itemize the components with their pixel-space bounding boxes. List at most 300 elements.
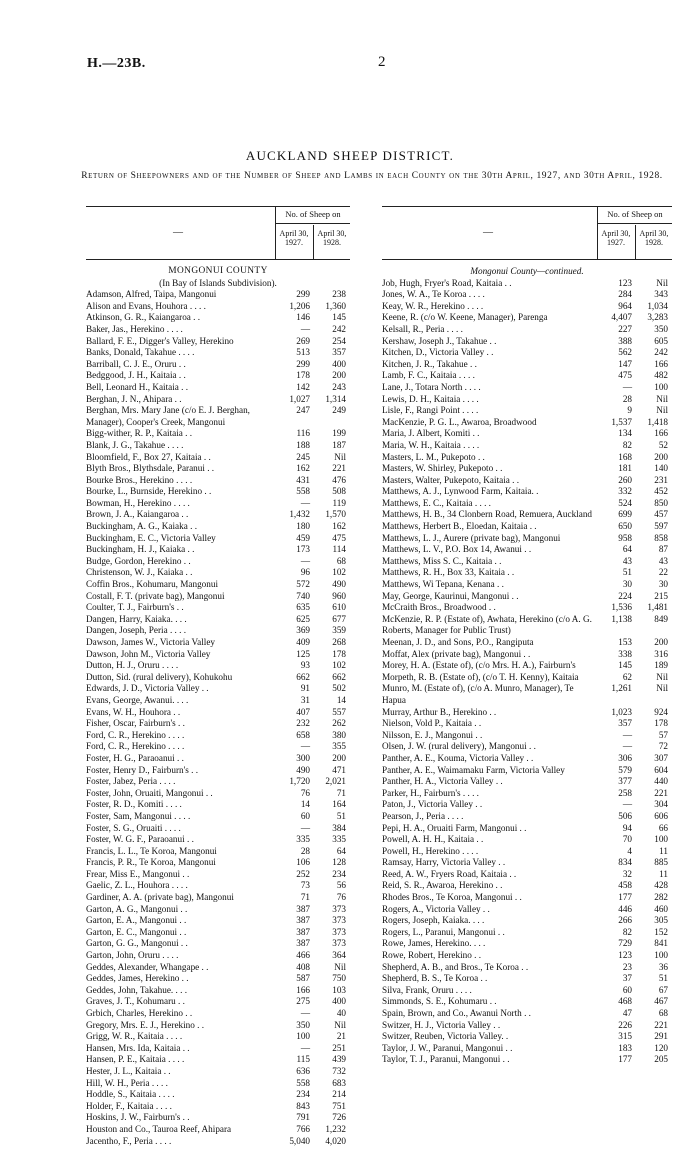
table-row [86, 289, 350, 301]
sheep-1927-value: 1,537 [611, 416, 632, 427]
table-row [382, 533, 672, 545]
sheep-1927-value: 558 [296, 486, 310, 497]
sheep-1928-value: Nil [656, 683, 668, 694]
owner-name: Matthews, A. J., Lynwood Farm, Kaitaia. . [382, 486, 539, 497]
left-table-body [86, 260, 350, 1147]
sheep-1927-value: 64 [622, 544, 632, 555]
owner-name: Panther, A. E., Kouma, Victoria Valley . . [382, 752, 534, 763]
owner-name: Foster, W. G. F., Paraoanui . . [86, 834, 194, 845]
table-row [382, 776, 672, 788]
table-row [86, 370, 350, 382]
owner-name: Buckingham, A. G., Kaiaka . . [86, 521, 197, 532]
sheep-1928-value: 1,314 [325, 393, 346, 404]
sheep-1928-value: 502 [332, 683, 346, 694]
sheep-1928-value: 343 [654, 289, 668, 300]
owner-name: Graves, J. T., Kohumaru . . [86, 996, 185, 1007]
sheep-1927-value: 431 [296, 474, 310, 485]
sheep-1928-value: 457 [654, 509, 668, 520]
sheep-1927-value: 5,040 [289, 1135, 310, 1146]
sheep-1928-value: 43 [658, 555, 668, 566]
owner-name: Rowe, James, Herekino. . . . [382, 938, 486, 949]
sheep-1928-value: 128 [332, 857, 346, 868]
owner-name: Geddes, Alexander, Whangape . . [86, 961, 209, 972]
table-row [382, 521, 672, 533]
sheep-1927-value: 82 [622, 439, 632, 450]
table-row [382, 556, 672, 568]
owner-name: Panther, H. A., Victoria Valley . . [382, 776, 503, 787]
table-row [382, 463, 672, 475]
sheep-1927-value: 4 [627, 845, 632, 856]
sheep-1927-value: 377 [618, 776, 632, 787]
owner-name: Taylor, J. W., Paranui, Mangonui . . [382, 1042, 513, 1053]
sheep-1928-value: 72 [658, 741, 668, 752]
sheep-1927-value: 224 [618, 590, 632, 601]
owner-name: Bourke, L., Burnside, Herekino . . [86, 486, 212, 497]
table-row [382, 788, 672, 800]
owner-name: Powell, H., Herekino . . . . [382, 845, 479, 856]
table-row [86, 799, 350, 811]
page-title: AUCKLAND SHEEP DISTRICT. [245, 148, 455, 163]
owner-name: Masters, L. M., Pukepoto . . [382, 451, 485, 462]
table-row [382, 452, 672, 464]
table-row [86, 707, 350, 719]
table-row [86, 336, 350, 348]
name-column-header: — [173, 227, 183, 238]
sheep-1927-value: 729 [618, 938, 632, 949]
sheep-1928-value: 166 [654, 428, 668, 439]
owner-name: Pepi, H. A., Oruaiti Farm, Mangonui . . [382, 822, 527, 833]
sheep-1927-value: 31 [300, 694, 310, 705]
table-row [382, 950, 672, 962]
owner-name: Lane, J., Totara North . . . . [382, 381, 481, 392]
sheep-1927-value: 94 [622, 822, 632, 833]
owner-name: Grbich, Charles, Herekino . . [86, 1008, 193, 1018]
sheep-1928-value: 373 [332, 926, 346, 937]
sheep-1928-value: 304 [654, 799, 668, 810]
table-row [86, 927, 350, 939]
sheep-1927-value: 73 [300, 880, 310, 891]
table-row [382, 614, 672, 637]
table-row [86, 753, 350, 765]
sheep-1928-value: 268 [332, 637, 346, 647]
sheep-1928-value: 476 [332, 474, 346, 485]
owner-name: Evans, W. H., Houhora . . [86, 706, 181, 717]
sheep-1927-value: 964 [618, 300, 632, 311]
sheep-1928-value: 51 [336, 810, 346, 821]
table-row [86, 660, 350, 672]
table-row [382, 347, 672, 359]
sheep-1927-value: 4,407 [611, 312, 632, 323]
sheep-1928-value: 467 [654, 996, 668, 1007]
table-row [86, 556, 350, 568]
table-row [382, 649, 672, 661]
owner-name: Banks, Donald, Takahue . . . . [86, 347, 195, 358]
owner-name: Budge, Gordon, Herekino . . [86, 555, 191, 566]
sheep-1927-value: 315 [618, 1031, 632, 1042]
owner-name: Hoskins, J. W., Fairburn's . . [86, 1112, 190, 1123]
sheep-1927-value: 123 [618, 277, 632, 288]
owner-name: Buckingham, E. C., Victoria Valley [86, 532, 216, 543]
table-row [382, 278, 672, 290]
table-row [382, 301, 672, 313]
sheep-1927-value: 387 [296, 926, 310, 937]
table-row [382, 405, 672, 417]
sheep-1928-value: 1,360 [325, 300, 346, 311]
sheep-1927-value: 252 [296, 868, 310, 879]
sheep-1928-value: 557 [332, 706, 346, 717]
sheep-1928-value: 242 [654, 347, 668, 358]
table-row [382, 927, 672, 939]
sheep-1928-value: 364 [332, 950, 346, 961]
sheep-1928-value: 357 [332, 347, 346, 358]
owner-name: Kelsall, R., Peria . . . . [382, 323, 463, 334]
sheep-1928-value: 4,020 [325, 1135, 346, 1146]
sheep-1928-value: 68 [336, 555, 346, 566]
sheep-1927-value: 14 [300, 799, 310, 810]
sheep-1927-value: 245 [296, 451, 310, 462]
sheep-1928-value: 145 [332, 312, 346, 323]
table-row [382, 1031, 672, 1043]
sheep-1928-value: 11 [659, 845, 668, 856]
owner-name: Foster, Jabez, Peria . . . . [86, 776, 176, 787]
owner-name: Buckingham, H. J., Kaiaka . . [86, 544, 195, 555]
sheep-1928-value: 1,570 [325, 509, 346, 520]
sheep-1927-value: 458 [618, 880, 632, 891]
owner-name: Morpeth, R. B. (Estate of), (c/o T. H. Kenny), Kaitaia [382, 671, 579, 682]
owner-name: Bowman, H., Herekino . . . . [86, 497, 190, 508]
table-row [86, 718, 350, 730]
owner-name: May, George, Kaurinui, Mangonui . . [382, 590, 519, 601]
sheep-1928-value: 335 [332, 834, 346, 845]
sheep-1927-value: 332 [618, 486, 632, 497]
sheep-1927-value: 62 [622, 671, 632, 682]
sheep-1928-value: 200 [332, 752, 346, 763]
sheep-1928-value: 439 [332, 1054, 346, 1065]
table-row [382, 591, 672, 603]
sheep-1928-value: 750 [332, 973, 346, 984]
sheep-1928-value: 56 [336, 880, 346, 891]
sheep-1927-value: 1,536 [611, 602, 632, 613]
owner-name: Silva, Frank, Oruru . . . . [382, 984, 472, 995]
sheep-1927-value: 636 [296, 1065, 310, 1076]
owner-name: Matthews, Wi Tepana, Kenana . . [382, 579, 504, 590]
table-row [86, 741, 350, 753]
owner-name: Reed, A. W., Fryers Road, Kaitaia . . [382, 868, 517, 879]
owner-name: Parker, H., Fairburn's . . . . [382, 787, 479, 798]
sheep-1927-value: 178 [296, 370, 310, 381]
sheep-1927-value: 93 [300, 660, 310, 671]
table-row [382, 996, 672, 1008]
sheep-1928-value: 307 [654, 752, 668, 763]
sheep-1927-value: 60 [622, 984, 632, 995]
table-row [86, 915, 350, 927]
table-row [382, 985, 672, 997]
sheep-1927-value: 227 [618, 323, 632, 334]
sheep-1927-value: 70 [622, 834, 632, 845]
sheep-1927-value: 100 [296, 1031, 310, 1042]
table-row [86, 359, 350, 371]
table-row [382, 359, 672, 371]
sheep-1928-value: 305 [654, 915, 668, 926]
table-row [86, 1101, 350, 1113]
owner-name: Olsen, J. W. (rural delivery), Mangonui . . [382, 741, 536, 752]
table-row [86, 405, 350, 428]
owner-name: Holder, F., Kaitaia . . . . [86, 1100, 172, 1111]
table-row [86, 1078, 350, 1090]
owner-name: Adamson, Alfred, Taipa, Mangonui [86, 289, 217, 300]
owner-name: Matthews, L. J., Aurere (private bag), Mangonui [382, 532, 561, 543]
sheep-1927-value: 134 [618, 428, 632, 439]
sheep-1928-value: 162 [332, 521, 346, 532]
page-subtitle: Return of Sheepowners and of the Number of Sheep and Lambs in each County on the 30th April, 1927, and 30th April, 1928. [81, 171, 663, 181]
sheep-1927-value: 116 [296, 428, 310, 439]
table-row [86, 591, 350, 603]
owner-name: Foster, Henry D., Fairburn's . . [86, 764, 199, 775]
sheep-1927-value: 260 [618, 474, 632, 485]
owner-name: Munro, M. (Estate of), (c/o A. Munro, Manager), Te Hapua [382, 683, 574, 705]
sheep-1927-value: 475 [618, 370, 632, 381]
sheep-1928-value: 610 [332, 602, 346, 613]
owner-name: Lewis, D. H., Kaitaia . . . . [382, 393, 479, 404]
sheep-1927-value: 587 [296, 973, 310, 984]
table-row [382, 428, 672, 440]
sheep-1927-value: 468 [618, 996, 632, 1007]
owner-name: Shepherd, A. B., and Bros., Te Koroa . . [382, 961, 529, 972]
table-row [382, 880, 672, 892]
owner-name: Dangen, Harry, Kaiaka. . . . [86, 613, 187, 624]
sheep-1928-value: 164 [332, 799, 346, 810]
table-row [382, 370, 672, 382]
sheep-1927-value: — [300, 555, 310, 566]
table-row [382, 1020, 672, 1032]
owner-name: Ballard, F. E., Digger's Valley, Herekino [86, 335, 234, 346]
owner-name: Alison and Evans, Houhora . . . . [86, 300, 206, 311]
owner-name: Francis, L. L., Te Koroa, Mangonui [86, 845, 217, 856]
sheep-1928-value: 87 [658, 544, 668, 555]
sheep-1928-value: 262 [332, 718, 346, 729]
sheep-1928-value: 683 [332, 1077, 346, 1088]
owner-name: Houston and Co., Tauroa Reef, Ahipara [86, 1123, 232, 1134]
sheep-1928-value: 221 [332, 463, 346, 474]
owner-name: Nielson, Vold P., Kaitaia . . [382, 718, 482, 729]
owner-name: Frear, Miss E., Mangonui . . [86, 868, 190, 879]
sheep-1928-value: 350 [654, 323, 668, 334]
sheep-1928-value: 152 [654, 926, 668, 937]
owner-name: Dutton, H. J., Oruru . . . . [86, 660, 179, 671]
table-row [86, 1089, 350, 1101]
sheep-1927-value: 106 [296, 857, 310, 868]
table-row [382, 869, 672, 881]
sheep-1927-value: 1,261 [611, 683, 632, 694]
sheep-1928-value: 662 [332, 671, 346, 682]
sheep-1928-value: 120 [654, 1042, 668, 1053]
right-table-header [382, 206, 672, 260]
table-row [382, 602, 672, 614]
sheep-1927-value: 177 [618, 1054, 632, 1065]
sheep-1927-value: 173 [296, 544, 310, 555]
owner-name: Garton, A. G., Mangonui . . [86, 903, 188, 914]
sheep-1927-value: 843 [296, 1100, 310, 1111]
sheep-1928-value: 100 [654, 381, 668, 392]
table-row [382, 312, 672, 324]
sheep-1927-value: 490 [296, 764, 310, 775]
table-row [86, 1112, 350, 1124]
sheep-1928-value: 605 [654, 335, 668, 346]
table-row [86, 1008, 350, 1020]
sheep-1928-value: 76 [336, 892, 346, 903]
sheep-1927-value: 579 [618, 764, 632, 775]
sheep-1928-value: 475 [332, 532, 346, 543]
sheep-1928-value: 3,283 [647, 312, 668, 323]
owner-name: Matthews, R. H., Box 33, Kaitaia . . [382, 567, 515, 578]
table-row [86, 962, 350, 974]
sheep-1927-value: 115 [296, 1054, 310, 1065]
sheep-1928-value: 166 [654, 358, 668, 369]
owner-name: Kershaw, Joseph J., Takahue . . [382, 335, 497, 346]
sheep-1927-value: 650 [618, 521, 632, 532]
year-1928-header: April 30, 1928. [317, 229, 347, 247]
table-row [86, 475, 350, 487]
sheep-1928-value: 460 [654, 903, 668, 914]
table-row [382, 718, 672, 730]
owner-name: Rogers, A., Victoria Valley . . [382, 903, 490, 914]
owner-name: Simmonds, S. E., Kohumaru . . [382, 996, 497, 1007]
sheep-1928-value: 316 [654, 648, 668, 659]
sheep-1928-value: 114 [332, 544, 346, 555]
owner-name: Masters, W. Shirley, Pukepoto . . [382, 463, 503, 474]
sheep-1927-value: 299 [296, 358, 310, 369]
table-row [382, 892, 672, 904]
sheep-1928-value: 726 [332, 1112, 346, 1123]
owner-name: Foster, S. G., Oruaiti . . . . [86, 822, 181, 833]
sheep-1928-value: 100 [654, 950, 668, 961]
sheep-1927-value: 409 [296, 637, 310, 647]
sheep-1927-value: — [622, 799, 632, 810]
owner-name: Grigg, W. R., Kaitaia . . . . [86, 1031, 183, 1042]
table-row [86, 637, 350, 649]
sheep-1928-value: 100 [654, 834, 668, 845]
owner-name: Berghan, Mrs. Mary Jane (c/o E. J. Berghan, Manager), Cooper's Creek, Mangonui [86, 405, 250, 427]
sheep-1927-value: 142 [296, 381, 310, 392]
sheep-1928-value: 238 [332, 289, 346, 300]
sheep-1928-value: 243 [332, 381, 346, 392]
name-column-header: — [483, 227, 493, 238]
table-row [86, 440, 350, 452]
sheep-1927-value: 300 [296, 752, 310, 763]
sheep-1927-value: 91 [300, 683, 310, 694]
county-heading: MONGONUI COUNTY [168, 266, 268, 276]
owner-name: Ford, C. R., Herekino . . . . [86, 729, 185, 740]
sheep-1927-value: 466 [296, 950, 310, 961]
sheep-1927-value: 1,027 [289, 393, 310, 404]
table-row [86, 544, 350, 556]
owner-name: Barriball, C. J. E., Oruru . . [86, 358, 186, 369]
sheep-1927-value: 524 [618, 497, 632, 508]
table-row [382, 915, 672, 927]
owner-name: Powell, A. H. H., Kaitaia . . [382, 834, 484, 845]
table-row [382, 962, 672, 974]
table-row [86, 765, 350, 777]
table-row [382, 1054, 672, 1066]
sheep-1928-value: 40 [336, 1008, 346, 1018]
owner-name: Bell, Leonard H., Kaitaia . . [86, 381, 189, 392]
owner-name: Gardiner, A. A. (private bag), Mangonui [86, 892, 234, 903]
left-table-header [86, 206, 350, 260]
sheep-1928-value: 751 [332, 1100, 346, 1111]
owner-name: Fisher, Oscar, Fairburn's . . [86, 718, 185, 729]
sheep-1927-value: 123 [618, 950, 632, 961]
sheep-1928-value: 249 [332, 405, 346, 416]
owner-name: Switzer, H. J., Victoria Valley . . [382, 1019, 501, 1030]
table-row [382, 637, 672, 649]
sheep-1928-value: 490 [332, 579, 346, 590]
table-row [382, 753, 672, 765]
table-row [86, 892, 350, 904]
table-row [86, 1020, 350, 1032]
owner-name: Ramsay, Harry, Victoria Valley . . [382, 857, 506, 868]
sheep-1927-value: 506 [618, 810, 632, 821]
sheep-1927-value: — [300, 323, 310, 334]
report-code: H.—23B. [87, 56, 146, 71]
sheep-1928-value: 199 [332, 428, 346, 439]
table-row [382, 509, 672, 521]
sheep-1927-value: 234 [296, 1089, 310, 1100]
sheep-1927-value: 60 [300, 810, 310, 821]
sheep-1927-value: 181 [618, 463, 632, 474]
table-row [382, 498, 672, 510]
sheep-1927-value: 335 [296, 834, 310, 845]
table-row [86, 533, 350, 545]
sheep-1927-value: 275 [296, 996, 310, 1007]
sheep-1928-value: 384 [332, 822, 346, 833]
sheep-1927-value: — [300, 822, 310, 833]
table-row [86, 521, 350, 533]
owner-name: Dangen, Joseph, Peria . . . . [86, 625, 187, 636]
owner-name: Gregory, Mrs. E. J., Herekino . . [86, 1019, 205, 1030]
sheep-1927-value: 1,023 [611, 706, 632, 717]
sheep-1928-value: 373 [332, 903, 346, 914]
sheep-1928-value: 66 [658, 822, 668, 833]
sheep-1927-value: 306 [618, 752, 632, 763]
owner-name: Blyth Bros., Blythsdale, Paranui . . [86, 463, 215, 474]
sheep-1927-value: 32 [622, 868, 632, 879]
owner-name: Hill, W. H., Peria . . . . [86, 1077, 168, 1088]
sheep-1928-value: 359 [332, 625, 346, 636]
table-row [86, 452, 350, 464]
sheep-1927-value: 408 [296, 961, 310, 972]
sheep-1927-value: 226 [618, 1019, 632, 1030]
owner-name: Coffin Bros., Kohumaru, Mangonui [86, 579, 219, 590]
table-row [86, 811, 350, 823]
sheep-1927-value: 388 [618, 335, 632, 346]
sheep-1927-value: 96 [300, 567, 310, 578]
owner-name: Foster, H. G., Paraoanui . . [86, 752, 184, 763]
sheep-count-group-header: No. of Sheep on [276, 209, 350, 224]
sheep-1928-value: 57 [658, 729, 668, 740]
owner-name: Kitchen, J. R., Takahue . . [382, 358, 477, 369]
owner-name: Hoddle, S., Kaitaia . . . . [86, 1089, 175, 1100]
sheep-1928-value: Nil [334, 961, 346, 972]
sheep-1927-value: 180 [296, 521, 310, 532]
owner-name: Hansen, Mrs. Ida, Kaitaia . . [86, 1042, 190, 1053]
owner-name: Atkinson, G. R., Kaiangaroa . . [86, 312, 201, 323]
table-row [86, 985, 350, 997]
table-row [86, 823, 350, 835]
sheep-1928-value: 841 [654, 938, 668, 949]
sheep-1928-value: 103 [332, 984, 346, 995]
owner-name: Nilsson, E. J., Mangonui . . [382, 729, 483, 740]
owner-name: Bedggood, J. H., Kaitaia . . [86, 370, 186, 381]
